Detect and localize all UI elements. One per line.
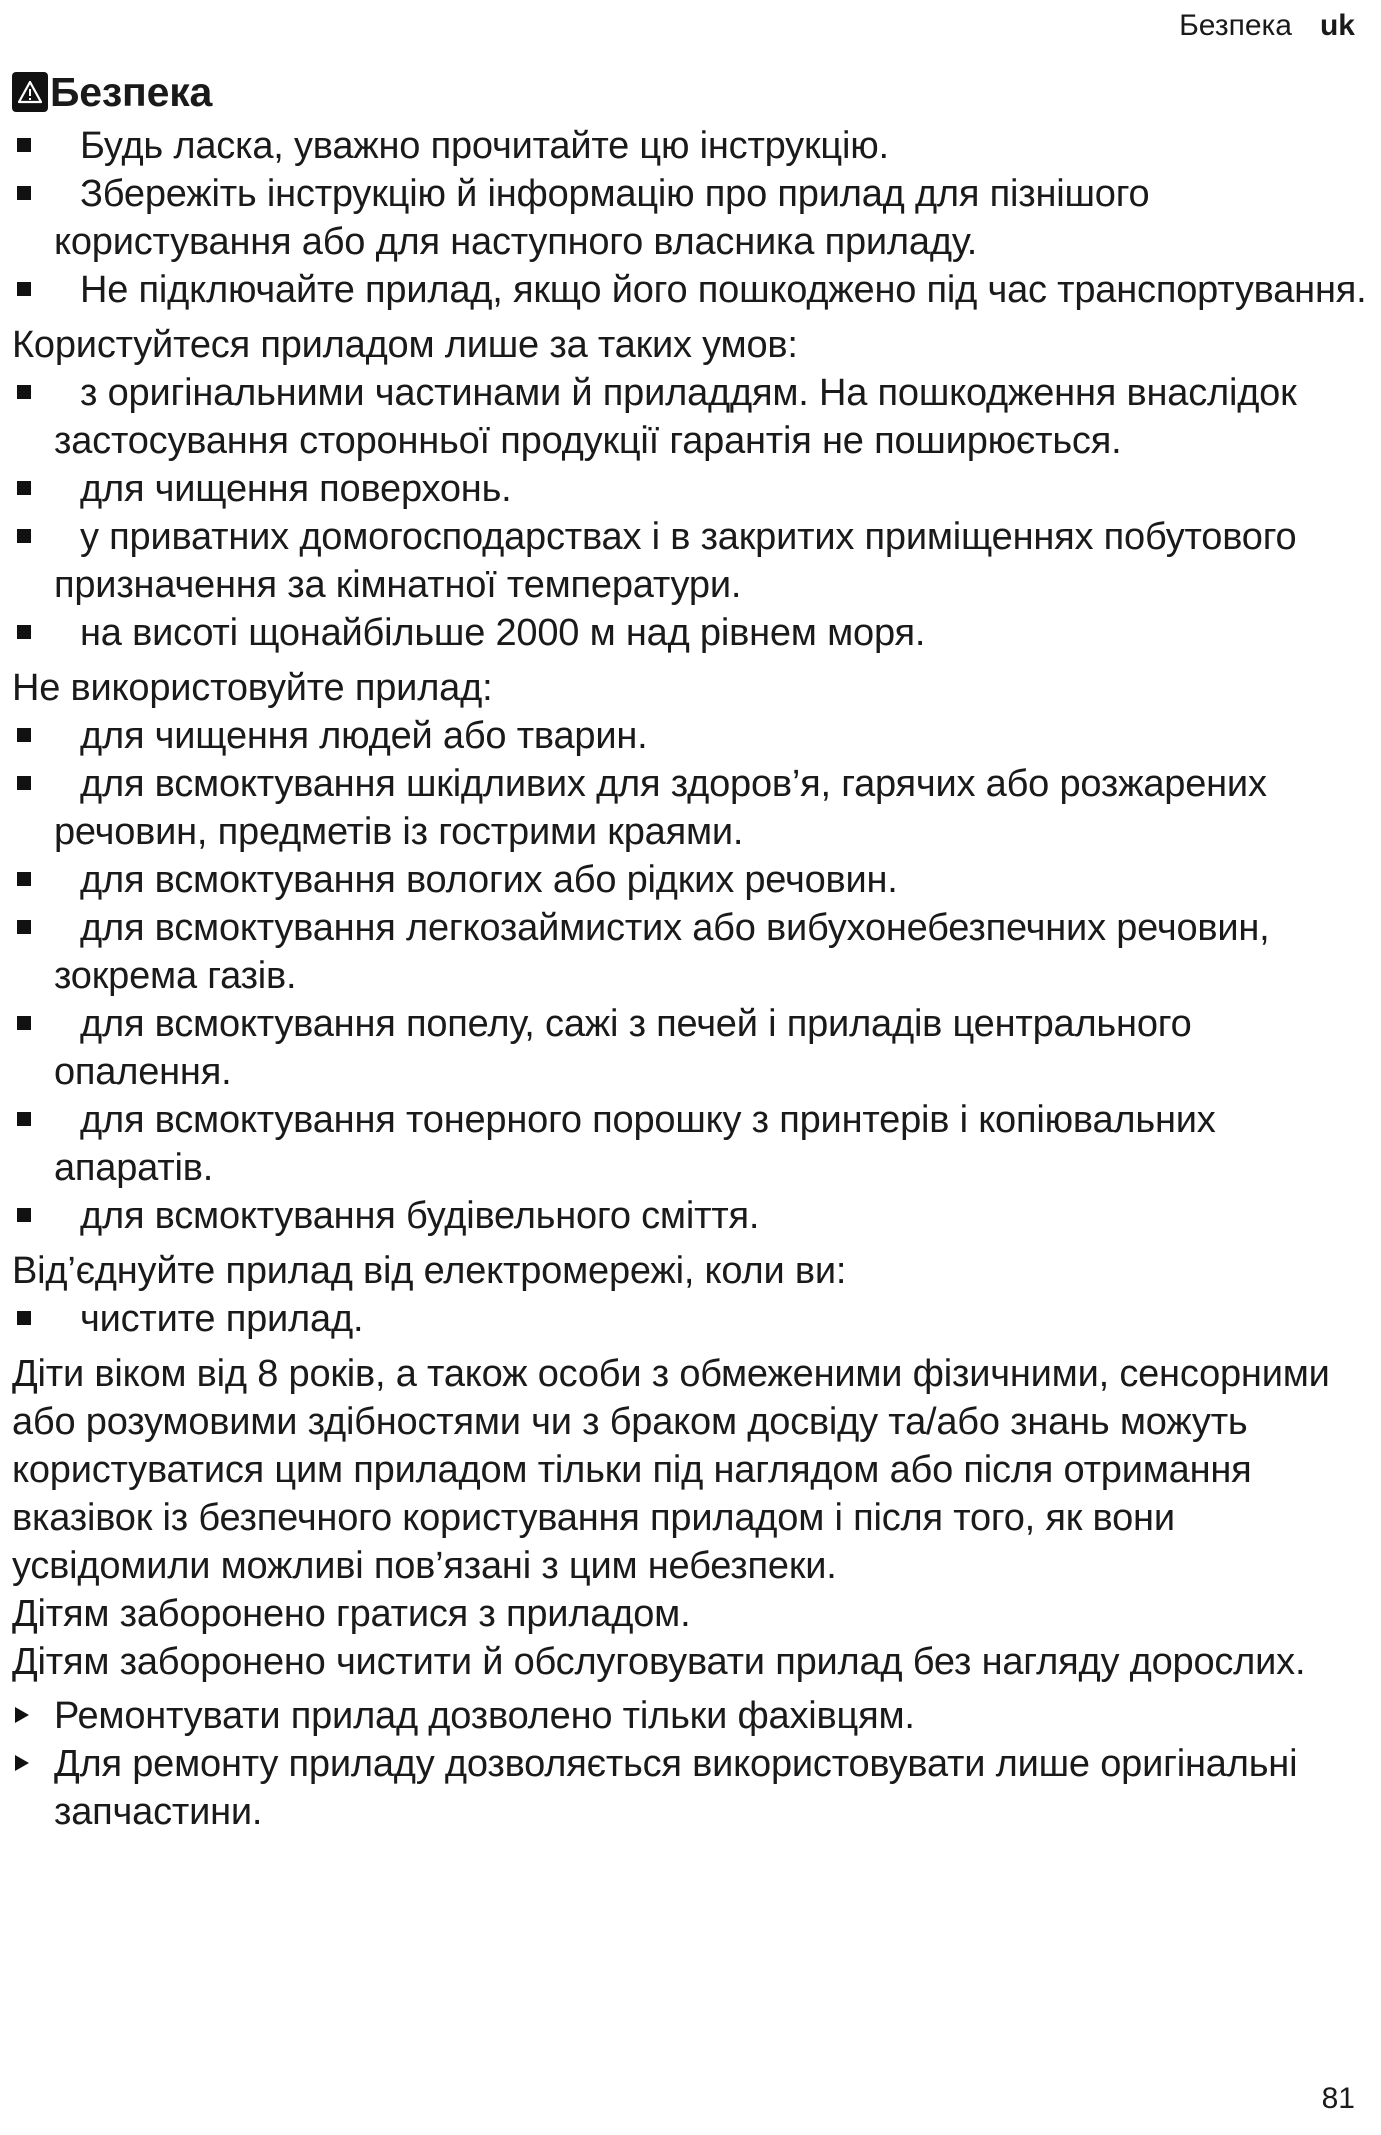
list-item: з оригінальними частинами й приладдям. На пошкодження внаслідок застосування сторонньої продукції гарантія не поширюється. (12, 369, 1372, 465)
list-item: у приватних домогосподарствах і в закритих приміщеннях побутового призначення за кімнатної температури. (12, 513, 1372, 609)
section-title-text: Безпека (50, 69, 213, 115)
nouse-list (12, 712, 1372, 1240)
children-clean: Дітям заборонено чистити й обслуговувати прилад без нагляду дорослих. (12, 1641, 1306, 1683)
page-number: 81 (1321, 2082, 1355, 2115)
list-item: Будь ласка, уважно прочитайте цю інструкцію. (12, 122, 1372, 170)
repair-list (12, 1692, 1372, 1836)
page-content (12, 66, 1372, 1843)
header-lang: uk (1319, 9, 1355, 42)
list-item: для чищення людей або тварин. (12, 712, 1372, 760)
list-item: для всмоктування вологих або рідких речовин. (12, 856, 1372, 904)
use-list (12, 369, 1372, 657)
use-heading: Користуйтеся приладом лише за таких умов: (12, 324, 798, 366)
page-header (1179, 8, 1355, 44)
list-item: чистите прилад. (12, 1295, 1372, 1343)
intro-list (12, 122, 1372, 314)
list-item: для всмоктування попелу, сажі з печей і приладів центрального опалення. (12, 1000, 1372, 1096)
list-item: Збережіть інструкцію й інформацію про прилад для пізнішого користування або для наступного власника приладу. (12, 170, 1372, 266)
disconnect-heading: Від’єднуйте прилад від електромережі, коли ви: (12, 1250, 847, 1292)
list-item: для всмоктування тонерного порошку з принтерів і копіювальних апаратів. (12, 1096, 1372, 1192)
list-item: Для ремонту приладу дозволяється використовувати лише оригінальні запчастини. (12, 1740, 1372, 1836)
section-title (12, 66, 1372, 118)
list-item: на висоті щонайбільше 2000 м над рівнем моря. (12, 609, 1372, 657)
disconnect-list (12, 1295, 1372, 1343)
nouse-heading: Не використовуйте прилад: (12, 667, 493, 709)
children-play: Дітям заборонено гратися з приладом. (12, 1593, 691, 1635)
children-paragraph: Діти віком від 8 років, а також особи з обмеженими фізичними, сенсорними або розумовими здібностями чи з браком досвіду та/або знань можуть користуватися цим приладом тільки під наглядом або після отримання вказівок із безпечного користування приладом і після того, як вони усвідомили можливі пов’язані з цим небезпеки. (12, 1353, 1330, 1587)
header-section: Безпека (1179, 9, 1292, 42)
warning-icon (12, 72, 48, 112)
list-item: для всмоктування шкідливих для здоров’я, гарячих або розжарених речовин, предметів із гострими краями. (12, 760, 1372, 856)
list-item: Не підключайте прилад, якщо його пошкоджено під час транспортування. (12, 266, 1372, 314)
list-item: для всмоктування легкозаймистих або вибухонебезпечних речовин, зокрема газів. (12, 904, 1372, 1000)
list-item: для чищення поверхонь. (12, 465, 1372, 513)
list-item: для всмоктування будівельного сміття. (12, 1192, 1372, 1240)
list-item: Ремонтувати прилад дозволено тільки фахівцям. (12, 1692, 1372, 1740)
